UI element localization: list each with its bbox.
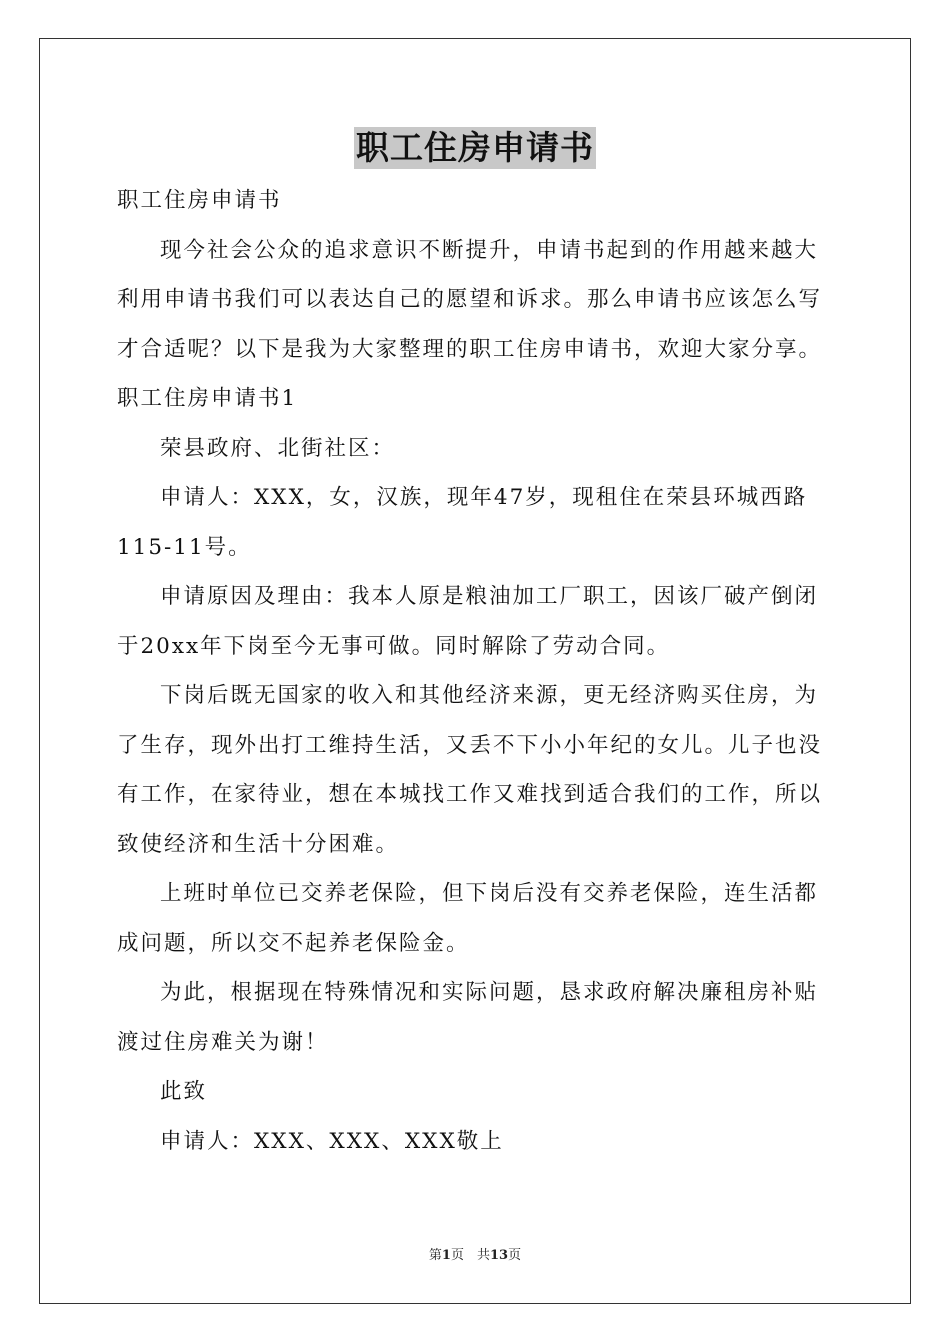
paragraph-reason: 申请原因及理由：我本人原是粮油加工厂职工，因该厂破产倒闭于20xx年下岗至今无事可做。同时解除了劳动合同。 xyxy=(117,584,819,659)
page-footer xyxy=(0,1247,950,1265)
footer-page-current: 1 xyxy=(441,1248,451,1263)
paragraph-section-heading: 职工住房申请书1 xyxy=(117,386,298,411)
paragraph-request: 为此，根据现在特殊情况和实际问题，恳求政府解决廉租房补贴渡过住房难关为谢！ xyxy=(117,980,819,1055)
footer-page-suffix: 页 xyxy=(508,1248,522,1263)
document-title: 职工住房申请书 xyxy=(356,128,594,167)
paragraph-insurance: 上班时单位已交养老保险，但下岗后没有交养老保险，连生活都成问题，所以交不起养老保险金。 xyxy=(117,881,819,956)
footer-page-prefix: 第 xyxy=(428,1248,442,1263)
paragraph-applicant: 申请人：XXX，女，汉族，现年47岁，现租住在荣县环城西路115-11号。 xyxy=(117,485,808,560)
footer-page-total: 13 xyxy=(489,1248,509,1263)
document-body xyxy=(117,176,839,1166)
paragraph-hardship: 下岗后既无国家的收入和其他经济来源，更无经济购买住房，为了生存，现外出打工维持生活，又丢不下小小年纪的女儿。儿子也没有工作，在家待业，想在本城找工作又难找到适合我们的工作，所以致使经济和生活十分困难。 xyxy=(117,683,823,857)
paragraph-addressee: 荣县政府、北街社区： xyxy=(160,435,396,461)
footer-page-mid: 页 共 xyxy=(450,1248,490,1263)
title-wrap xyxy=(0,127,950,169)
paragraph-signature: 申请人：XXX、XXX、XXX敬上 xyxy=(160,1128,504,1154)
paragraph-closing: 此致 xyxy=(160,1079,208,1104)
paragraph-intro: 现今社会公众的追求意识不断提升，申请书起到的作用越来越大利用申请书我们可以表达自己的愿望和诉求。那么申请书应该怎么写才合适呢？以下是我为大家整理的职工住房申请书，欢迎大家分享。 xyxy=(117,237,823,362)
paragraph-heading: 职工住房申请书 xyxy=(117,188,282,213)
